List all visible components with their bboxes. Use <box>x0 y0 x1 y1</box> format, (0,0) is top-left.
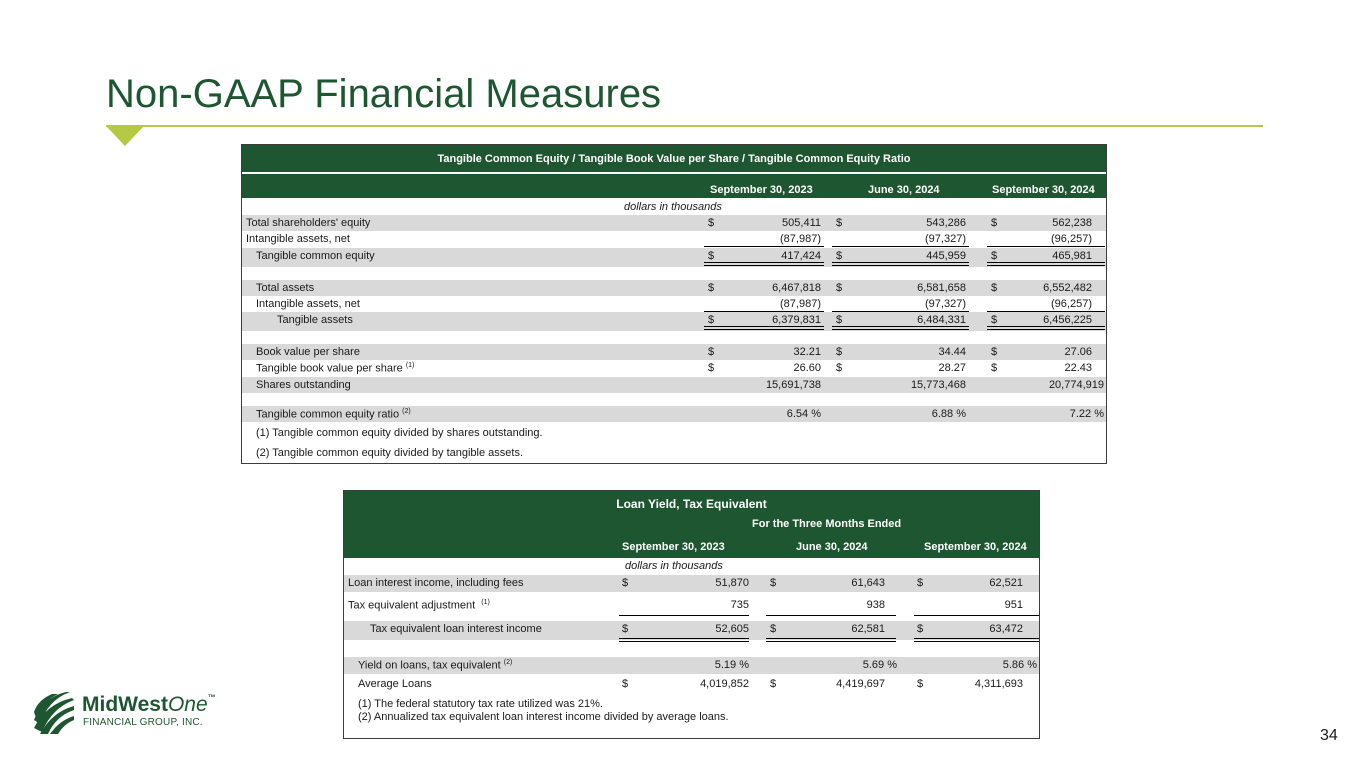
value-sep-2023: 51,870 <box>715 577 749 589</box>
currency-symbol: $ <box>991 249 998 262</box>
row-label: Tax equivalent loan interest income <box>370 623 542 635</box>
row-label: Tangible book value per share $^{(1)}$ <box>256 362 415 376</box>
value-jun-2024: 445,959 <box>926 249 966 262</box>
column-header: June 30, 2024 <box>868 184 940 196</box>
currency-symbol: $ <box>708 362 715 375</box>
currency-symbol: $ <box>836 281 843 294</box>
table-row <box>344 676 1039 693</box>
value-jun-2024: 6,581,658 <box>917 281 966 294</box>
value-sep-2023: (87,987) <box>780 297 821 310</box>
page-title: Non-GAAP Financial Measures <box>106 72 662 116</box>
currency-symbol: $ <box>622 678 629 690</box>
value-sep-2023: (87,987) <box>780 233 821 246</box>
value-sep-2024: 6,552,482 <box>1043 281 1092 294</box>
value-sep-2024: 7.22 % <box>1069 408 1104 421</box>
currency-symbol: $ <box>708 249 715 262</box>
currency-symbol: $ <box>770 623 777 635</box>
value-sep-2023: 6.54 % <box>786 408 821 421</box>
table-row <box>242 312 1106 331</box>
currency-symbol: $ <box>836 217 843 229</box>
value-jun-2024: 543,286 <box>926 217 966 229</box>
value-jun-2024: 938 <box>866 599 885 611</box>
currency-symbol: $ <box>770 678 777 690</box>
value-jun-2024: 61,643 <box>851 577 885 589</box>
units-row <box>344 558 1039 575</box>
currency-symbol: $ <box>917 623 924 635</box>
value-sep-2024: (96,257) <box>1051 233 1092 246</box>
column-header: September 30, 2023 <box>710 184 813 196</box>
row-label: Intangible assets, net <box>256 297 360 310</box>
value-jun-2024: 62,581 <box>851 623 885 635</box>
row-label: Total assets <box>256 281 315 294</box>
logo-tagline: FINANCIAL GROUP, INC. <box>83 717 203 728</box>
value-sep-2023: 15,691,738 <box>765 378 821 391</box>
value-sep-2023: 6,467,818 <box>772 281 821 294</box>
value-jun-2024: 5.69 % <box>862 659 897 671</box>
currency-symbol: $ <box>836 346 843 359</box>
value-sep-2023: 4,019,852 <box>700 678 749 690</box>
value-sep-2024: 562,238 <box>1052 217 1092 229</box>
currency-symbol: $ <box>991 217 998 229</box>
row-label: Intangible assets, net <box>246 233 350 246</box>
value-sep-2024: 951 <box>1004 599 1023 611</box>
table-row <box>242 377 1106 393</box>
value-jun-2024: 34.44 <box>938 346 966 359</box>
row-label: Yield on loans, tax equivalent $^{(2)}$ <box>358 659 513 672</box>
currency-symbol: $ <box>991 281 998 294</box>
row-label: Tangible assets <box>277 314 353 327</box>
currency-symbol: $ <box>708 217 715 229</box>
value-sep-2024: 27.06 <box>1064 346 1092 359</box>
table-row <box>242 360 1106 376</box>
value-sep-2024: 63,472 <box>989 623 1023 635</box>
row-label: Total shareholders' equity <box>246 217 371 229</box>
units-label: dollars in thousands <box>624 201 722 213</box>
table-title: Loan Yield, Tax Equivalent <box>344 491 1039 517</box>
table-row <box>242 406 1106 422</box>
currency-symbol: $ <box>708 346 715 359</box>
currency-symbol: $ <box>836 314 843 327</box>
column-header-row <box>242 174 1106 198</box>
table-row <box>344 621 1039 640</box>
table-row <box>344 575 1039 592</box>
value-sep-2024: 22.43 <box>1064 362 1092 375</box>
value-jun-2024: 6,484,331 <box>917 314 966 327</box>
units-label: dollars in thousands <box>625 560 723 572</box>
row-label: Loan interest income, including fees <box>348 577 524 589</box>
row-label: Tangible common equity ratio $^{(2)}$ <box>256 408 411 421</box>
currency-symbol: $ <box>622 623 629 635</box>
row-label: Shares outstanding <box>256 378 351 391</box>
currency-symbol: $ <box>917 577 924 589</box>
row-label: Book value per share <box>256 346 360 359</box>
value-sep-2024: 62,521 <box>989 577 1023 589</box>
value-jun-2024: (97,327) <box>925 233 966 246</box>
table-row <box>344 657 1039 674</box>
midwestone-logo <box>32 690 232 741</box>
table-title: Tangible Common Equity / Tangible Book Value per Share / Tangible Common Equity Ratio <box>242 145 1106 172</box>
footnote: (1) Tangible common equity divided by shares outstanding. <box>256 427 543 439</box>
value-sep-2024: 4,311,693 <box>974 678 1023 690</box>
table-row <box>242 231 1106 247</box>
units-row <box>242 198 1106 215</box>
currency-symbol: $ <box>991 314 998 327</box>
currency-symbol: $ <box>991 362 998 375</box>
footnote: (2) Annualized tax equivalent loan interest income divided by average loans. <box>358 711 729 723</box>
currency-symbol: $ <box>836 362 843 375</box>
value-sep-2023: 5.19 % <box>714 659 749 671</box>
value-sep-2023: 52,605 <box>715 623 749 635</box>
table-row <box>344 597 1039 614</box>
column-header: September 30, 2024 <box>924 541 1027 553</box>
value-sep-2023: 6,379,831 <box>772 314 821 327</box>
currency-symbol: $ <box>708 281 715 294</box>
footnote: (1) The federal statutory tax rate utilized was 21%. <box>358 698 603 710</box>
currency-symbol: $ <box>991 346 998 359</box>
title-rule <box>106 125 1263 127</box>
value-sep-2023: 505,411 <box>782 217 821 229</box>
table-row <box>242 248 1106 267</box>
value-sep-2024: 6,456,225 <box>1043 314 1092 327</box>
value-jun-2024: 28.27 <box>938 362 966 375</box>
value-sep-2023: 32.21 <box>793 346 821 359</box>
table-subtitle-row <box>344 517 1039 534</box>
column-header: September 30, 2024 <box>992 184 1095 196</box>
currency-symbol: $ <box>836 249 843 262</box>
value-jun-2024: 4,419,697 <box>836 678 885 690</box>
table-row <box>242 296 1106 312</box>
loan-yield-table <box>343 490 1040 739</box>
currency-symbol: $ <box>917 678 924 690</box>
value-sep-2023: 735 <box>730 599 749 611</box>
column-header-row <box>344 534 1039 558</box>
row-label: Average Loans <box>358 678 432 690</box>
column-header: June 30, 2024 <box>796 541 868 553</box>
logo-wordmark: MidWestOne™ <box>82 693 216 716</box>
tangible-equity-table <box>241 144 1107 464</box>
table-subtitle: For the Three Months Ended <box>752 518 902 530</box>
value-sep-2023: 26.60 <box>793 362 821 375</box>
currency-symbol: $ <box>622 577 629 589</box>
currency-symbol: $ <box>770 577 777 589</box>
table-row <box>242 215 1106 231</box>
footnote: (2) Tangible common equity divided by tangible assets. <box>256 447 524 459</box>
row-label: Tax equivalent adjustment $^{(1)}$ <box>348 599 490 612</box>
value-jun-2024: 6.88 % <box>931 408 966 421</box>
title-triangle-accent <box>106 126 144 146</box>
row-label: Tangible common equity <box>256 249 375 262</box>
page-number: 34 <box>1320 727 1338 744</box>
value-sep-2024: 20,774,919 <box>1048 378 1104 391</box>
value-jun-2024: 15,773,468 <box>910 378 966 391</box>
table-row <box>242 344 1106 360</box>
value-sep-2024: (96,257) <box>1051 297 1092 310</box>
currency-symbol: $ <box>708 314 715 327</box>
table-row <box>242 280 1106 296</box>
value-sep-2023: 417,424 <box>781 249 821 262</box>
value-sep-2024: 465,981 <box>1052 249 1092 262</box>
value-jun-2024: (97,327) <box>925 297 966 310</box>
column-header: September 30, 2023 <box>622 541 725 553</box>
value-sep-2024: 5.86 % <box>1002 659 1037 671</box>
